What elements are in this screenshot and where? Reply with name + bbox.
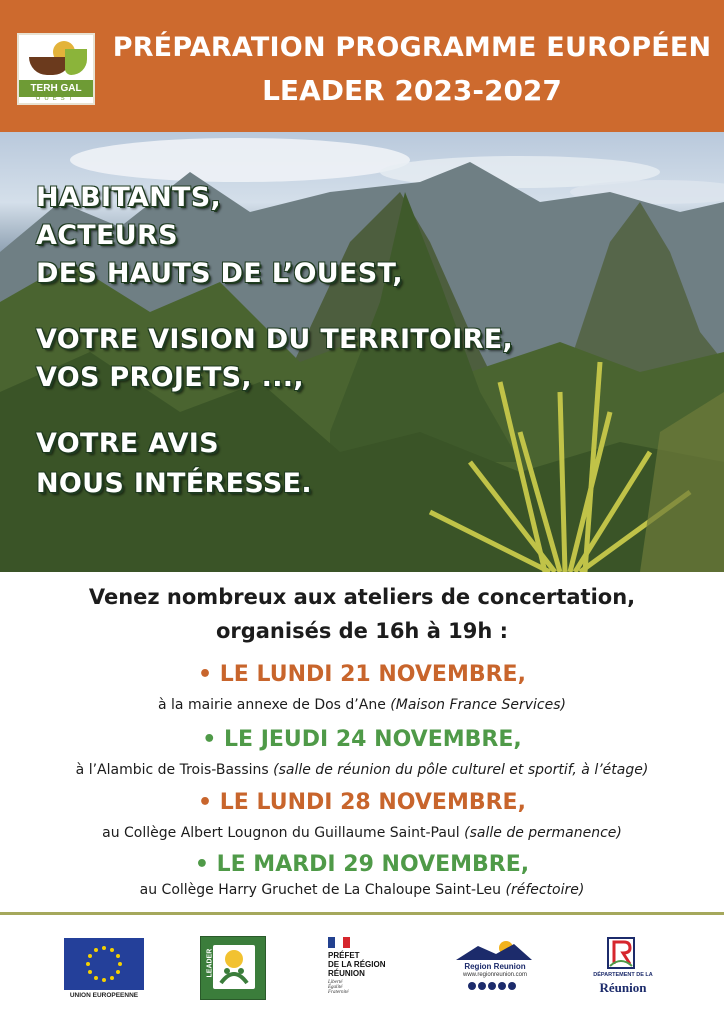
- venue-note: (réfectoire): [505, 882, 585, 898]
- venue-note: (salle de permanence): [464, 825, 622, 841]
- departement-r-icon: [606, 936, 636, 970]
- eu-stars-icon: [64, 938, 144, 990]
- terh-gal-logo: [17, 33, 95, 105]
- logo-name: TERH GAL: [19, 80, 93, 97]
- linkedin-icon: [508, 982, 516, 990]
- venue-note: (salle de réunion du pôle culturel et sportif, à l’étage): [273, 762, 649, 778]
- page-title-line1: PRÉPARATION PROGRAMME EUROPÉEN: [112, 32, 712, 63]
- youtube-icon: [488, 982, 496, 990]
- leader-logo: [200, 936, 266, 1000]
- logo-subtitle: OUEST: [35, 96, 77, 102]
- facebook-icon: [468, 982, 476, 990]
- social-icons: [468, 982, 516, 990]
- divider: [0, 912, 724, 915]
- invitation-line2: organisés de 16h à 19h :: [215, 619, 509, 643]
- departement-label: DÉPARTEMENT DE LA: [593, 972, 653, 978]
- page-title-line2: LEADER 2023-2027: [262, 74, 562, 107]
- prefet-title: [328, 951, 385, 978]
- leader-text: LEADER: [206, 948, 214, 978]
- session-date: • LE MARDI 29 NOVEMBRE,: [194, 852, 530, 877]
- motto-line: Liberté: [328, 980, 343, 985]
- session-date: • LE JEUDI 24 NOVEMBRE,: [202, 727, 522, 752]
- french-flag-icon: [328, 937, 350, 948]
- hero-line: HABITANTS,: [36, 182, 222, 213]
- invitation-line1: Venez nombreux aux ateliers de concertation,: [88, 585, 636, 609]
- venue-name: au Collège Harry Gruchet de La Chaloupe Saint-Leu: [139, 882, 502, 898]
- session-venue: [0, 825, 724, 841]
- venue-name: à l’Alambic de Trois-Bassins: [75, 762, 269, 778]
- instagram-icon: [498, 982, 506, 990]
- venue-note: (Maison France Services): [390, 697, 566, 713]
- hero-line: ACTEURS: [36, 220, 178, 251]
- departement-reunion-logo: [590, 936, 656, 998]
- prefet-line: DE LA RÉGION: [328, 960, 386, 969]
- session-venue: [0, 697, 724, 713]
- session-venue: [0, 882, 724, 898]
- session-date: • LE LUNDI 28 NOVEMBRE,: [198, 790, 526, 815]
- hero-line: NOUS INTÉRESSE.: [36, 468, 312, 499]
- session-date: • LE LUNDI 21 NOVEMBRE,: [198, 662, 526, 687]
- region-name: Region Reunion: [464, 962, 526, 971]
- eu-flag-logo: [64, 938, 144, 999]
- prefet-line: PRÉFET: [328, 951, 360, 960]
- prefet-line: RÉUNION: [328, 969, 365, 978]
- eu-caption: UNION EUROPEENNE: [69, 992, 139, 999]
- hero-line: DES HAUTS DE L’OUEST,: [36, 258, 403, 289]
- venue-name: au Collège Albert Lougnon du Guillaume Saint-Paul: [102, 825, 460, 841]
- hero-line: VOTRE VISION DU TERRITOIRE,: [36, 324, 514, 355]
- logo-swoosh-green: [65, 49, 87, 75]
- session-venue: [0, 762, 724, 778]
- prefet-motto: [328, 980, 349, 995]
- motto-line: Fraternité: [328, 990, 349, 995]
- hero-line: VOS PROJETS, ...,: [36, 362, 304, 393]
- departement-name: Réunion: [599, 980, 647, 995]
- region-url: www.regionreunion.com: [462, 972, 528, 978]
- hero-line: VOTRE AVIS: [36, 428, 219, 459]
- volcano-sun-icon: [456, 938, 532, 960]
- header-banner: [0, 0, 724, 132]
- mountain-landscape-photo: [0, 132, 724, 572]
- leader-emblem: [213, 945, 255, 989]
- motto-line: Égalité: [328, 985, 343, 990]
- twitter-icon: [478, 982, 486, 990]
- region-reunion-logo: [452, 934, 538, 998]
- prefet-logo: [328, 937, 408, 997]
- leader-tree-icon: [213, 945, 255, 989]
- venue-name: à la mairie annexe de Dos d’Ane: [158, 697, 386, 713]
